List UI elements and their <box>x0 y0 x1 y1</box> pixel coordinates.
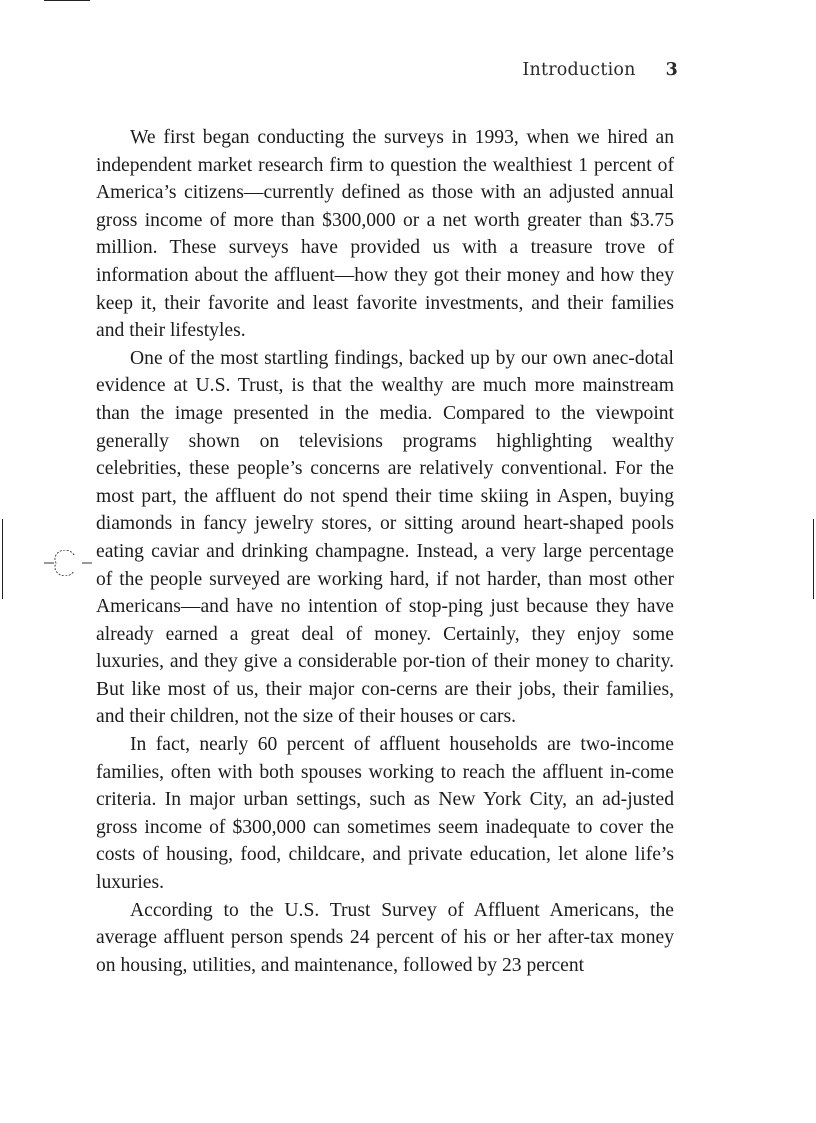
page-edge-right <box>813 519 814 599</box>
paragraph: We first began conducting the surveys in 1993, when we hired an independent market research firm to question the wealthiest 1 percent of America’s citizens—currently defined as those with an adjusted annual gross income of more than $300,000 or a net worth greater than $3.75 million. These surveys have provided us with a treasure trove of information about the affluent—how they got their money and how they keep it, their favorite and least favorite investments, and their families and their lifestyles. <box>96 127 674 342</box>
paragraph: In fact, nearly 60 percent of affluent households are two-income families, often with both spouses working to reach the affluent in-come criteria. In major urban settings, such as New York City, an ad-justed gross income of $300,000 can sometimes seem inadequate to cover the costs of housing, food, childcare, and private education, let alone life’s luxuries. <box>96 734 674 894</box>
body-text <box>96 124 674 979</box>
paragraph: According to the U.S. Trust Survey of Affluent Americans, the average affluent person spends 24 percent of his or her after-tax money on housing, utilities, and maintenance, followed by 23 percent <box>96 899 674 976</box>
page-number: 3 <box>665 60 678 80</box>
paragraph: One of the most startling findings, backed up by our own anec-dotal evidence at U.S. Trust, is that the wealthy are much more mainstream than the image presented in the media. Compared to the viewpoint generally shown on televisions programs highlighting wealthy celebrities, these people’s concerns are relatively conventional. For the most part, the affluent do not spend their time skiing in Aspen, buying diamonds in fancy jewelry stores, or sitting around heart-shaped pools eating caviar and drinking champagne. Instead, a very large percentage of the people surveyed are working hard, if not harder, than most other Americans—and have no intention of stop-ping just because they have already earned a great deal of money. Certainly, they enjoy some luxuries, and they give a considerable por-tion of their money to charity. But like most of us, their major con-cerns are their jobs, their families, and their children, not the size of their houses or cars. <box>96 347 674 728</box>
registration-mark-icon <box>44 550 92 576</box>
chapter-title: Introduction <box>522 60 636 80</box>
running-head <box>522 60 678 80</box>
crop-mark-top <box>44 0 90 1</box>
page-edge-left <box>2 519 3 599</box>
